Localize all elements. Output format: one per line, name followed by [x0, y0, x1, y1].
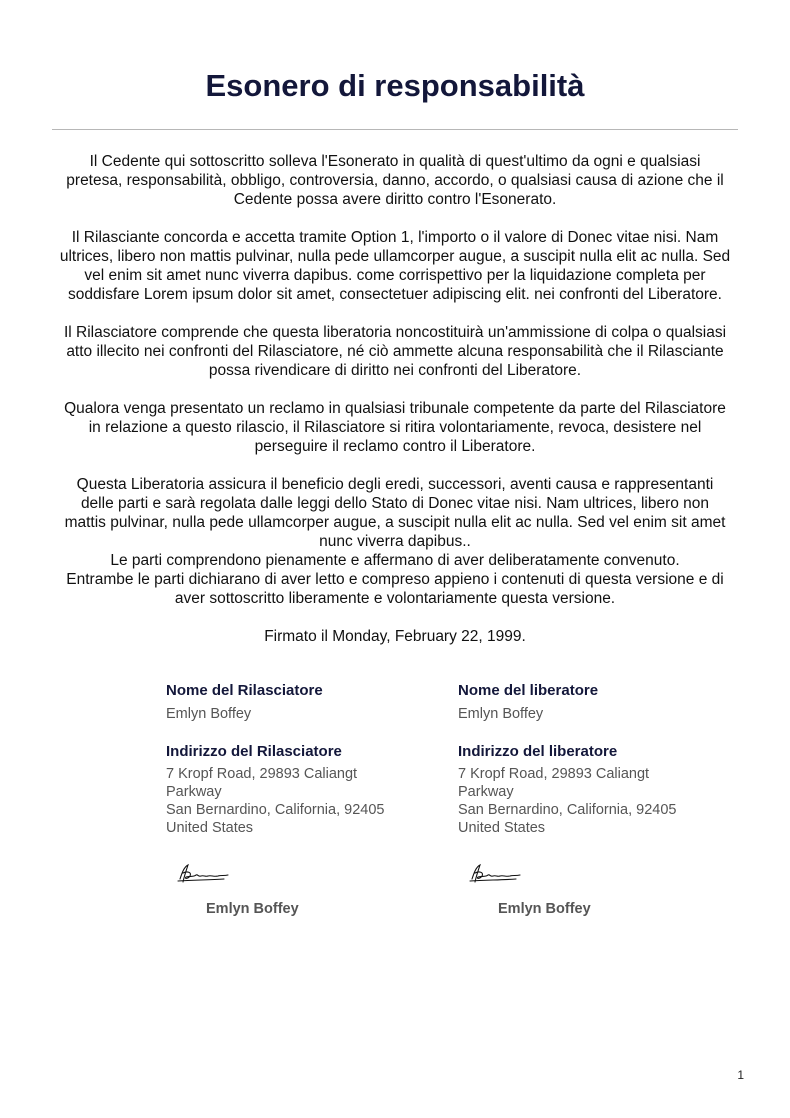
title-divider — [52, 129, 738, 130]
text-line: mattis pulvinar, nulla pede ullamcorper augue, a suscipit nulla elit ac nulla. Sed vel enim sit amet — [64, 514, 726, 531]
text-line: soddisfare Lorem ipsum dolor sit amet, consectetuer adipiscing elit. nei confronti del Liberatore. — [68, 286, 722, 303]
text-line: possa rivendicare di diritto nei confronti del Liberatore. — [208, 362, 582, 379]
document-title: Esonero di responsabilità — [205, 68, 585, 103]
releasee-address-label: Indirizzo del liberatore — [458, 743, 618, 760]
paragraph-governing-law — [52, 475, 738, 608]
text-line: atto illecito nei confronti del Rilasciatore, né ciò ammette alcuna responsabilità che il Rilasciante — [66, 343, 724, 360]
text-line: perseguire il reclamo contro il Liberatore. — [254, 438, 536, 455]
paragraph-consideration — [52, 228, 738, 304]
text-line: vel enim sit amet nunc viverra dapibus. come corrispettivo per la liquidazione completa per — [84, 267, 706, 284]
text-line: in relazione a questo rilascio, il Rilasciatore si ritira volontariamente, revoca, desistere nel — [88, 419, 702, 436]
releasee-block — [458, 681, 698, 918]
address-line: 7 Kropf Road, 29893 Caliangt — [458, 766, 650, 782]
text-line: Il Rilasciatore comprende che questa liberatoria noncostituirà un'ammissione di colpa o qualsiasi — [63, 324, 727, 341]
text-line: Cedente possa avere diritto contro l'Esonerato. — [233, 191, 557, 208]
releaser-address — [166, 765, 406, 837]
releaser-signature-image — [174, 859, 234, 887]
text-line: delle parti e sarà regolata dalle leggi dello Stato di Donec vitae nisi. Nam ultrices, libero non — [80, 495, 710, 512]
text-line: Il Cedente qui sottoscritto solleva l'Esonerato in qualità di quest'ultimo da ogni e qualsiasi — [89, 153, 701, 170]
text-line: Entrambe le parti dichiarano di aver letto e compreso appieno i contenuti di questa versione e di — [66, 571, 724, 588]
text-line: Qualora venga presentato un reclamo in qualsiasi tribunale competente da parte del Rilasciatore — [64, 400, 726, 417]
text-line: pretesa, responsabilità, obbligo, controversia, danno, accordo, o qualsiasi causa di azione che il — [66, 172, 724, 189]
paragraph-no-admission — [52, 323, 738, 380]
releasee-address — [458, 765, 698, 837]
text-line: ultrices, libero non mattis pulvinar, nulla pede ullamcorper augue, a suscipit nulla elit ac nulla. Sed — [59, 248, 731, 265]
text-line: Le parti comprendono pienamente e affermano di aver deliberatamente convenuto. — [110, 552, 680, 569]
address-line: 7 Kropf Road, 29893 Caliangt — [166, 766, 358, 782]
paragraph-release-claims — [52, 152, 738, 209]
releasee-signature-image — [466, 859, 526, 887]
text-line: Il Rilasciante concorda e accetta tramite Option 1, l'importo o il valore di Donec vitae nisi. Nam — [71, 229, 719, 246]
document-body — [52, 152, 738, 665]
address-line: United States — [166, 820, 254, 836]
address-line: United States — [458, 820, 546, 836]
releaser-name-label: Nome del Rilasciatore — [166, 682, 323, 699]
paragraph-claim-withdrawal — [52, 399, 738, 456]
address-line: Parkway — [458, 784, 514, 800]
text-line: nunc viverra dapibus.. — [319, 533, 471, 550]
address-line: Parkway — [166, 784, 222, 800]
releaser-address-label: Indirizzo del Rilasciatore — [166, 743, 342, 760]
signed-date-line: Firmato il Monday, February 22, 1999. — [264, 628, 526, 645]
releasee-name-label: Nome del liberatore — [458, 682, 599, 699]
address-line: San Bernardino, California, 92405 — [166, 802, 385, 818]
text-line: Questa Liberatoria assicura il beneficio degli eredi, successori, aventi causa e rappresentanti — [76, 476, 714, 493]
releaser-block — [166, 681, 406, 918]
releaser-name: Emlyn Boffey — [166, 706, 252, 722]
text-line: aver sottoscritto liberamente e volontariamente questa versione. — [174, 590, 616, 607]
releaser-signature-name: Emlyn Boffey — [206, 901, 299, 917]
releasee-signature-name: Emlyn Boffey — [498, 901, 591, 917]
releasee-name: Emlyn Boffey — [458, 706, 544, 722]
page-number: 1 — [737, 1068, 744, 1082]
address-line: San Bernardino, California, 92405 — [458, 802, 677, 818]
